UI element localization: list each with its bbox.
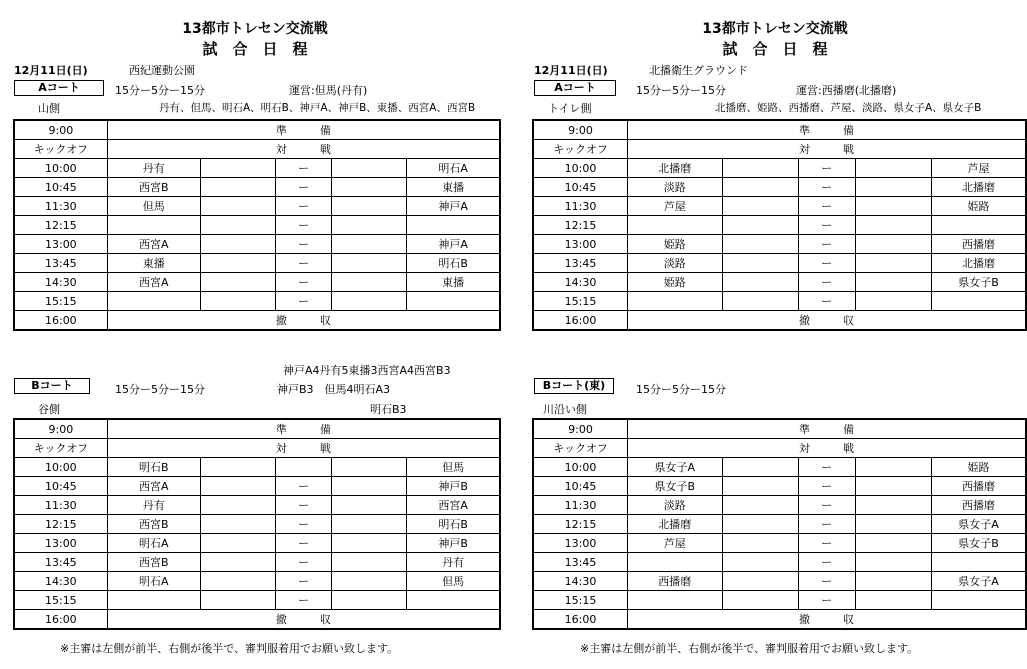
blank-cell bbox=[332, 273, 407, 292]
table-row bbox=[533, 197, 1026, 216]
versus-dash-cell: ー bbox=[276, 178, 332, 197]
time-cell: 12:15 bbox=[533, 216, 628, 235]
versus-dash-cell: ー bbox=[276, 477, 332, 496]
away-team-cell: 明石B bbox=[407, 515, 500, 534]
blank-cell bbox=[200, 534, 275, 553]
versus-dash-cell: ー bbox=[798, 515, 855, 534]
home-team-cell: 県女子A bbox=[628, 458, 723, 477]
table-row bbox=[14, 458, 500, 477]
table-row bbox=[533, 311, 1026, 331]
time-cell: 13:00 bbox=[533, 534, 628, 553]
right-title: 13都市トレセン交流戦 bbox=[702, 21, 848, 37]
home-team-cell: 淡路 bbox=[628, 496, 723, 515]
versus-dash-cell: ー bbox=[798, 477, 855, 496]
away-team-cell: 姫路 bbox=[931, 458, 1026, 477]
time-cell: 11:30 bbox=[533, 197, 628, 216]
time-cell: 9:00 bbox=[533, 419, 628, 439]
status-cell: 撤 収 bbox=[628, 610, 1026, 630]
right-court-a-teams: 北播磨、姫路、西播磨、芦屋、淡路、県女子A、県女子B bbox=[715, 102, 982, 114]
right-court-a-table bbox=[532, 119, 1027, 331]
table-row bbox=[14, 311, 500, 331]
time-cell: 13:45 bbox=[533, 254, 628, 273]
table-row bbox=[533, 273, 1026, 292]
home-team-cell: 淡路 bbox=[628, 254, 723, 273]
blank-cell bbox=[200, 254, 275, 273]
table-row bbox=[14, 534, 500, 553]
blank-cell bbox=[200, 553, 275, 572]
home-team-cell: 西宮B bbox=[107, 553, 200, 572]
blank-cell bbox=[200, 197, 275, 216]
blank-cell bbox=[722, 197, 798, 216]
blank-cell bbox=[855, 458, 931, 477]
blank-cell bbox=[200, 178, 275, 197]
status-cell: 対 戦 bbox=[107, 439, 500, 458]
blank-cell bbox=[722, 159, 798, 178]
blank-cell bbox=[200, 496, 275, 515]
blank-cell bbox=[855, 292, 931, 311]
time-cell: 11:30 bbox=[533, 496, 628, 515]
table-row bbox=[14, 235, 500, 254]
home-team-cell: 但馬 bbox=[107, 197, 200, 216]
versus-dash-cell: ー bbox=[276, 496, 332, 515]
table-row bbox=[533, 591, 1026, 610]
blank-cell bbox=[200, 216, 275, 235]
table-row bbox=[14, 273, 500, 292]
table-row bbox=[533, 235, 1026, 254]
blank-cell bbox=[332, 216, 407, 235]
status-cell: 対 戦 bbox=[628, 439, 1026, 458]
home-team-cell: 芦屋 bbox=[628, 197, 723, 216]
blank-cell bbox=[332, 515, 407, 534]
right-note: ※主審は左側が前半、右側が後半で、審判服着用でお願い致します。 bbox=[580, 642, 919, 655]
blank-cell bbox=[332, 178, 407, 197]
table-row bbox=[14, 591, 500, 610]
table-row bbox=[14, 572, 500, 591]
left-court-a-format: 15分ー5分ー15分 bbox=[115, 84, 205, 97]
home-team-cell: 西宮A bbox=[107, 273, 200, 292]
table-row bbox=[14, 197, 500, 216]
home-team-cell: 西宮B bbox=[107, 178, 200, 197]
right-court-b-label: Bコート(東) bbox=[534, 378, 614, 394]
right-venue: 北播衛生グラウンド bbox=[649, 64, 748, 77]
away-team-cell bbox=[931, 591, 1026, 610]
time-cell: 13:45 bbox=[14, 254, 107, 273]
away-team-cell: 西宮A bbox=[407, 496, 500, 515]
home-team-cell bbox=[628, 216, 723, 235]
versus-dash-cell: ー bbox=[276, 235, 332, 254]
table-row bbox=[533, 159, 1026, 178]
home-team-cell: 丹有 bbox=[107, 159, 200, 178]
blank-cell bbox=[332, 572, 407, 591]
away-team-cell: 神戸B bbox=[407, 534, 500, 553]
blank-cell bbox=[332, 235, 407, 254]
blank-cell bbox=[722, 216, 798, 235]
time-cell: 12:15 bbox=[14, 515, 107, 534]
home-team-cell bbox=[107, 591, 200, 610]
blank-cell bbox=[722, 553, 798, 572]
table-row bbox=[533, 534, 1026, 553]
time-cell: 13:00 bbox=[14, 235, 107, 254]
time-cell: 12:15 bbox=[533, 515, 628, 534]
left-date: 12月11日(日) bbox=[14, 64, 88, 77]
blank-cell bbox=[855, 477, 931, 496]
time-cell: 10:00 bbox=[14, 159, 107, 178]
left-court-a-operator: 運営:但馬(丹有) bbox=[289, 84, 368, 97]
versus-dash-cell: ー bbox=[276, 553, 332, 572]
time-cell: 10:45 bbox=[533, 477, 628, 496]
table-row bbox=[533, 254, 1026, 273]
home-team-cell: 北播磨 bbox=[628, 515, 723, 534]
versus-dash-cell: ー bbox=[798, 273, 855, 292]
time-cell: 14:30 bbox=[14, 572, 107, 591]
time-cell: キックオフ bbox=[533, 439, 628, 458]
table-row bbox=[14, 496, 500, 515]
table-row bbox=[14, 553, 500, 572]
time-cell: 9:00 bbox=[533, 120, 628, 140]
table-row bbox=[14, 159, 500, 178]
home-team-cell: 明石A bbox=[107, 572, 200, 591]
table-row bbox=[533, 120, 1026, 140]
blank-cell bbox=[200, 477, 275, 496]
right-court-b-table bbox=[532, 418, 1027, 630]
status-cell: 準 備 bbox=[628, 419, 1026, 439]
versus-dash-cell: ー bbox=[798, 178, 855, 197]
table-row bbox=[533, 496, 1026, 515]
home-team-cell bbox=[628, 553, 723, 572]
left-court-b-table bbox=[13, 418, 501, 630]
left-court-a-label: Aコート bbox=[14, 80, 104, 96]
versus-dash-cell: ー bbox=[798, 197, 855, 216]
home-team-cell: 県女子B bbox=[628, 477, 723, 496]
away-team-cell bbox=[407, 292, 500, 311]
table-row bbox=[14, 515, 500, 534]
blank-cell bbox=[855, 159, 931, 178]
time-cell: 16:00 bbox=[14, 610, 107, 630]
home-team-cell: 淡路 bbox=[628, 178, 723, 197]
blank-cell bbox=[722, 572, 798, 591]
time-cell: 15:15 bbox=[14, 591, 107, 610]
blank-cell bbox=[855, 515, 931, 534]
blank-cell bbox=[200, 591, 275, 610]
blank-cell bbox=[332, 292, 407, 311]
versus-dash-cell: ー bbox=[276, 273, 332, 292]
table-row bbox=[14, 439, 500, 458]
time-cell: 14:30 bbox=[533, 572, 628, 591]
time-cell: 15:15 bbox=[533, 591, 628, 610]
time-cell: 10:45 bbox=[14, 477, 107, 496]
left-subtitle: 試 合 日 程 bbox=[202, 40, 308, 58]
versus-dash-cell: ー bbox=[798, 216, 855, 235]
versus-dash-cell: ー bbox=[798, 235, 855, 254]
versus-dash-cell: ー bbox=[276, 515, 332, 534]
right-court-a-format: 15分ー5分ー15分 bbox=[636, 84, 726, 97]
home-team-cell: 姫路 bbox=[628, 273, 723, 292]
versus-dash-cell: ー bbox=[798, 292, 855, 311]
versus-dash-cell: ー bbox=[798, 254, 855, 273]
blank-cell bbox=[855, 534, 931, 553]
away-team-cell: 明石A bbox=[407, 159, 500, 178]
home-team-cell: 丹有 bbox=[107, 496, 200, 515]
right-court-b-side: 川沿い側 bbox=[543, 403, 587, 416]
left-court-b-label: Bコート bbox=[14, 378, 90, 394]
blank-cell bbox=[200, 458, 275, 477]
home-team-cell: 北播磨 bbox=[628, 159, 723, 178]
table-row bbox=[533, 140, 1026, 159]
table-row bbox=[14, 216, 500, 235]
home-team-cell: 東播 bbox=[107, 254, 200, 273]
time-cell: 16:00 bbox=[14, 311, 107, 331]
blank-cell bbox=[855, 572, 931, 591]
table-row bbox=[533, 477, 1026, 496]
blank-cell bbox=[332, 496, 407, 515]
table-row bbox=[14, 120, 500, 140]
versus-dash-cell: ー bbox=[276, 159, 332, 178]
table-row bbox=[533, 458, 1026, 477]
away-team-cell bbox=[931, 216, 1026, 235]
table-row bbox=[533, 292, 1026, 311]
time-cell: 10:00 bbox=[14, 458, 107, 477]
away-team-cell: 西播磨 bbox=[931, 477, 1026, 496]
blank-cell bbox=[200, 572, 275, 591]
time-cell: キックオフ bbox=[14, 439, 107, 458]
versus-dash-cell: ー bbox=[798, 159, 855, 178]
home-team-cell: 西宮A bbox=[107, 235, 200, 254]
versus-dash-cell: ー bbox=[798, 534, 855, 553]
table-row bbox=[533, 553, 1026, 572]
blank-cell bbox=[200, 515, 275, 534]
table-row bbox=[533, 439, 1026, 458]
blank-cell bbox=[722, 515, 798, 534]
away-team-cell: 東播 bbox=[407, 273, 500, 292]
table-row bbox=[14, 419, 500, 439]
blank-cell bbox=[332, 254, 407, 273]
home-team-cell bbox=[107, 216, 200, 235]
time-cell: 10:00 bbox=[533, 159, 628, 178]
home-team-cell bbox=[107, 292, 200, 311]
away-team-cell: 県女子A bbox=[931, 515, 1026, 534]
right-date: 12月11日(日) bbox=[534, 64, 608, 77]
away-team-cell bbox=[931, 292, 1026, 311]
home-team-cell: 西宮A bbox=[107, 477, 200, 496]
versus-dash-cell: ー bbox=[276, 534, 332, 553]
away-team-cell: 西播磨 bbox=[931, 235, 1026, 254]
versus-dash-cell: ー bbox=[276, 292, 332, 311]
time-cell: 11:30 bbox=[14, 496, 107, 515]
left-counts-1: 神戸A4丹有5東播3西宮A4西宮B3 bbox=[283, 364, 451, 377]
away-team-cell: 北播磨 bbox=[931, 254, 1026, 273]
left-court-a-table bbox=[13, 119, 501, 331]
away-team-cell: 明石B bbox=[407, 254, 500, 273]
blank-cell bbox=[722, 534, 798, 553]
left-note: ※主審は左側が前半、右側が後半で、審判服着用でお願い致します。 bbox=[60, 642, 399, 655]
right-court-a-side: トイレ側 bbox=[548, 102, 592, 115]
time-cell: 13:45 bbox=[14, 553, 107, 572]
left-court-b-side: 谷側 bbox=[38, 403, 60, 416]
away-team-cell: 県女子A bbox=[931, 572, 1026, 591]
away-team-cell: 芦屋 bbox=[931, 159, 1026, 178]
status-cell: 撤 収 bbox=[628, 311, 1026, 331]
table-row bbox=[14, 178, 500, 197]
table-row bbox=[14, 292, 500, 311]
status-cell: 準 備 bbox=[628, 120, 1026, 140]
status-cell: 対 戦 bbox=[628, 140, 1026, 159]
table-row bbox=[533, 572, 1026, 591]
blank-cell bbox=[332, 197, 407, 216]
time-cell: 10:45 bbox=[14, 178, 107, 197]
left-court-b-format: 15分ー5分ー15分 bbox=[115, 383, 205, 396]
versus-dash-cell: ー bbox=[276, 254, 332, 273]
table-row bbox=[533, 515, 1026, 534]
away-team-cell bbox=[931, 553, 1026, 572]
time-cell: 13:00 bbox=[14, 534, 107, 553]
time-cell: 11:30 bbox=[14, 197, 107, 216]
home-team-cell: 西播磨 bbox=[628, 572, 723, 591]
blank-cell bbox=[855, 273, 931, 292]
blank-cell bbox=[332, 534, 407, 553]
blank-cell bbox=[722, 477, 798, 496]
status-cell: 準 備 bbox=[107, 120, 500, 140]
table-row bbox=[533, 178, 1026, 197]
blank-cell bbox=[855, 254, 931, 273]
away-team-cell: 姫路 bbox=[931, 197, 1026, 216]
time-cell: 13:00 bbox=[533, 235, 628, 254]
blank-cell bbox=[200, 292, 275, 311]
status-cell: 撤 収 bbox=[107, 610, 500, 630]
away-team-cell: 西播磨 bbox=[931, 496, 1026, 515]
time-cell: 12:15 bbox=[14, 216, 107, 235]
blank-cell bbox=[200, 273, 275, 292]
time-cell: 16:00 bbox=[533, 311, 628, 331]
away-team-cell: 神戸A bbox=[407, 197, 500, 216]
blank-cell bbox=[332, 458, 407, 477]
away-team-cell: 但馬 bbox=[407, 572, 500, 591]
versus-dash-cell: ー bbox=[798, 458, 855, 477]
versus-dash-cell: ー bbox=[798, 572, 855, 591]
away-team-cell: 県女子B bbox=[931, 534, 1026, 553]
table-row bbox=[14, 254, 500, 273]
blank-cell bbox=[855, 178, 931, 197]
blank-cell bbox=[332, 591, 407, 610]
left-court-a-teams: 丹有、但馬、明石A、明石B、神戸A、神戸B、東播、西宮A、西宮B bbox=[159, 102, 476, 114]
time-cell: キックオフ bbox=[14, 140, 107, 159]
versus-dash-cell: ー bbox=[798, 553, 855, 572]
away-team-cell: 県女子B bbox=[931, 273, 1026, 292]
versus-dash-cell: ー bbox=[276, 216, 332, 235]
left-venue: 西紀運動公園 bbox=[129, 64, 195, 77]
versus-dash-cell: ー bbox=[276, 572, 332, 591]
status-cell: 対 戦 bbox=[107, 140, 500, 159]
home-team-cell: 明石B bbox=[107, 458, 200, 477]
table-row bbox=[533, 216, 1026, 235]
away-team-cell: 北播磨 bbox=[931, 178, 1026, 197]
blank-cell bbox=[722, 178, 798, 197]
table-row bbox=[533, 419, 1026, 439]
time-cell: 16:00 bbox=[533, 610, 628, 630]
right-subtitle: 試 合 日 程 bbox=[722, 40, 828, 58]
away-team-cell bbox=[407, 216, 500, 235]
status-cell: 準 備 bbox=[107, 419, 500, 439]
table-row bbox=[14, 610, 500, 630]
blank-cell bbox=[855, 235, 931, 254]
blank-cell bbox=[722, 254, 798, 273]
blank-cell bbox=[200, 159, 275, 178]
blank-cell bbox=[332, 553, 407, 572]
away-team-cell: 神戸B bbox=[407, 477, 500, 496]
blank-cell bbox=[332, 477, 407, 496]
time-cell: 9:00 bbox=[14, 120, 107, 140]
blank-cell bbox=[200, 235, 275, 254]
left-counts-2: 神戸B3 但馬4明石A3 bbox=[277, 383, 391, 396]
time-cell: 14:30 bbox=[14, 273, 107, 292]
time-cell: キックオフ bbox=[533, 140, 628, 159]
away-team-cell bbox=[407, 591, 500, 610]
time-cell: 15:15 bbox=[533, 292, 628, 311]
blank-cell bbox=[722, 458, 798, 477]
time-cell: 9:00 bbox=[14, 419, 107, 439]
table-row bbox=[14, 477, 500, 496]
versus-dash-cell: ー bbox=[798, 591, 855, 610]
blank-cell bbox=[722, 273, 798, 292]
time-cell: 10:45 bbox=[533, 178, 628, 197]
home-team-cell: 西宮B bbox=[107, 515, 200, 534]
blank-cell bbox=[855, 197, 931, 216]
blank-cell bbox=[722, 235, 798, 254]
time-cell: 15:15 bbox=[14, 292, 107, 311]
away-team-cell: 丹有 bbox=[407, 553, 500, 572]
table-row bbox=[14, 140, 500, 159]
versus-dash-cell bbox=[276, 458, 332, 477]
blank-cell bbox=[855, 591, 931, 610]
time-cell: 10:00 bbox=[533, 458, 628, 477]
blank-cell bbox=[855, 496, 931, 515]
versus-dash-cell: ー bbox=[276, 197, 332, 216]
time-cell: 13:45 bbox=[533, 553, 628, 572]
right-court-a-operator: 運営:西播磨(北播磨) bbox=[796, 84, 897, 97]
left-title: 13都市トレセン交流戦 bbox=[182, 21, 328, 37]
versus-dash-cell: ー bbox=[276, 591, 332, 610]
blank-cell bbox=[722, 591, 798, 610]
versus-dash-cell: ー bbox=[798, 496, 855, 515]
blank-cell bbox=[855, 216, 931, 235]
away-team-cell: 神戸A bbox=[407, 235, 500, 254]
left-court-a-side: 山側 bbox=[38, 102, 60, 115]
home-team-cell bbox=[628, 591, 723, 610]
blank-cell bbox=[722, 496, 798, 515]
blank-cell bbox=[722, 292, 798, 311]
home-team-cell bbox=[628, 292, 723, 311]
home-team-cell: 明石A bbox=[107, 534, 200, 553]
home-team-cell: 姫路 bbox=[628, 235, 723, 254]
right-court-a-label: Aコート bbox=[534, 80, 616, 96]
table-row bbox=[533, 610, 1026, 630]
away-team-cell: 東播 bbox=[407, 178, 500, 197]
right-court-b-format: 15分ー5分ー15分 bbox=[636, 383, 726, 396]
away-team-cell: 但馬 bbox=[407, 458, 500, 477]
blank-cell bbox=[855, 553, 931, 572]
blank-cell bbox=[332, 159, 407, 178]
time-cell: 14:30 bbox=[533, 273, 628, 292]
left-counts-3: 明石B3 bbox=[370, 403, 407, 416]
status-cell: 撤 収 bbox=[107, 311, 500, 331]
home-team-cell: 芦屋 bbox=[628, 534, 723, 553]
